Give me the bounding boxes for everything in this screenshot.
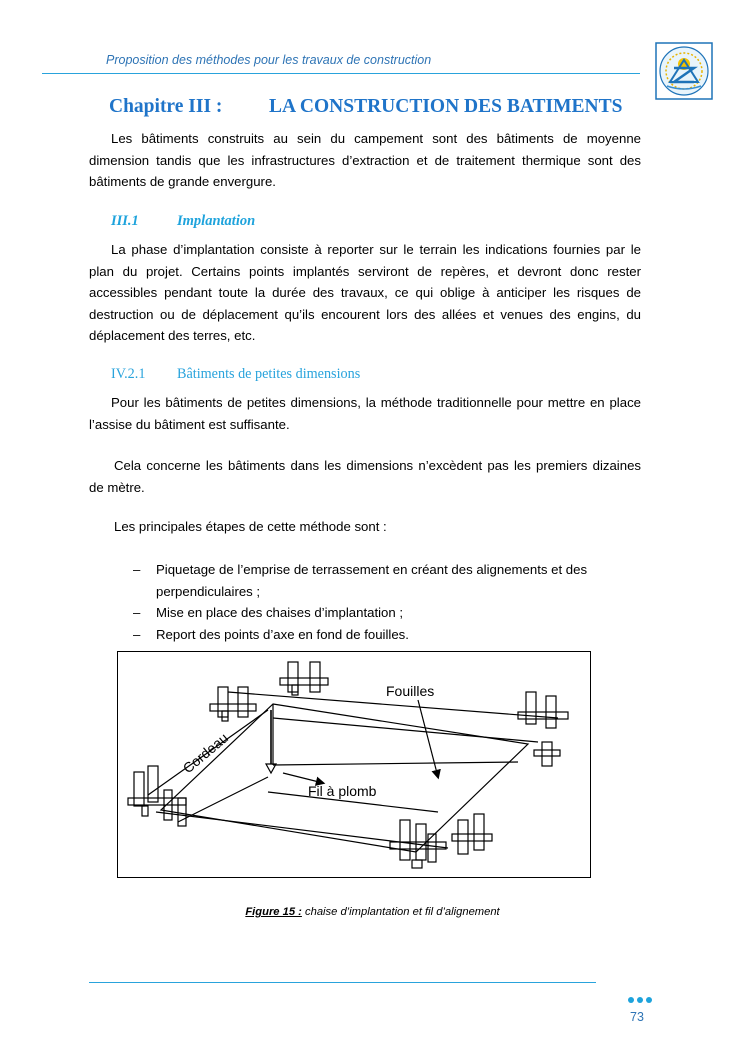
list-item-text: Mise en place des chaises d’implantation ; — [156, 605, 404, 621]
chair-top-center — [280, 662, 328, 695]
implantation-text: La phase d’implantation consiste à reporter sur le terrain les indications fournies par le plan du projet. Certains points implantés serviront de repères, et devront donc rester accessibles pendant toute la durée des travaux, ce qui oblige à anticiper les risques de destruction ou de déplacement qu’ils encourent lors des allées et venues des engins, du déplacement des terres, etc. — [89, 242, 641, 344]
subsection-number: IV.2.1 — [111, 366, 146, 382]
list-bullet: – — [133, 626, 141, 642]
steps-intro-text: Les principales étapes de cette méthode sont : — [114, 519, 387, 534]
footer-rule — [89, 982, 596, 983]
list-item-text: Piquetage de l’emprise de terrassement en créant des alignements et des perpendiculaires ; — [156, 562, 588, 599]
header-rule — [42, 73, 640, 74]
chapter-title: LA CONSTRUCTION DES BATIMENTS — [269, 96, 623, 117]
list-item-text: Report des points d’axe en fond de fouilles. — [156, 626, 409, 642]
chair-bottom-left — [128, 766, 186, 826]
dimensions-paragraph — [89, 455, 641, 498]
list-bullet: – — [133, 605, 141, 621]
figure-caption-text: chaise d’implantation et fil d’alignement — [301, 906, 500, 918]
list-item — [133, 602, 626, 624]
implantation-paragraph — [89, 239, 641, 347]
chapter-heading — [109, 96, 622, 118]
page-number: 73 — [630, 1010, 644, 1024]
steps-intro-paragraph — [89, 516, 641, 538]
section-title: Implantation — [177, 213, 256, 229]
fil-a-plomb-label: Fil à plomb — [308, 783, 377, 799]
list-bullet: – — [133, 562, 141, 577]
dimensions-text: Cela concerne les bâtiments dans les dimensions n’excèdent pas les premiers dizaines de mètre. — [89, 458, 641, 495]
chair-bottom-right — [452, 814, 492, 854]
list-item — [133, 559, 626, 602]
steps-list — [133, 559, 626, 645]
running-header: Proposition des méthodes pour les travaux de construction — [106, 53, 432, 67]
small-buildings-text: Pour les bâtiments de petites dimensions, la méthode traditionnelle pour mettre en place l’assise du bâtiment est suffisante. — [89, 395, 641, 432]
chair-right — [518, 692, 568, 766]
implantation-diagram — [118, 652, 590, 877]
chapter-intro-text: Les bâtiments construits au sein du campement sont des bâtiments de moyenne dimension tandis que les infrastructures d’extraction et de traitement thermique sont des bâtiments de grande envergure. — [89, 131, 641, 190]
fouilles-label: Fouilles — [386, 683, 435, 699]
figure-caption-label: Figure 15 : — [245, 906, 302, 918]
chapter-label: Chapitre III : — [109, 96, 223, 117]
subsection-title: Bâtiments de petites dimensions — [177, 366, 361, 382]
subsection-heading — [111, 366, 360, 383]
footer-dots — [628, 990, 655, 1008]
small-buildings-paragraph — [89, 392, 641, 435]
list-item — [133, 624, 626, 646]
figure-caption — [0, 906, 745, 918]
figure-frame — [117, 651, 591, 878]
institution-logo — [655, 42, 713, 100]
section-heading — [111, 213, 255, 230]
chapter-intro-paragraph — [89, 128, 641, 193]
cordeau-label: Cordeau — [179, 729, 232, 777]
section-number: III.1 — [111, 213, 139, 229]
